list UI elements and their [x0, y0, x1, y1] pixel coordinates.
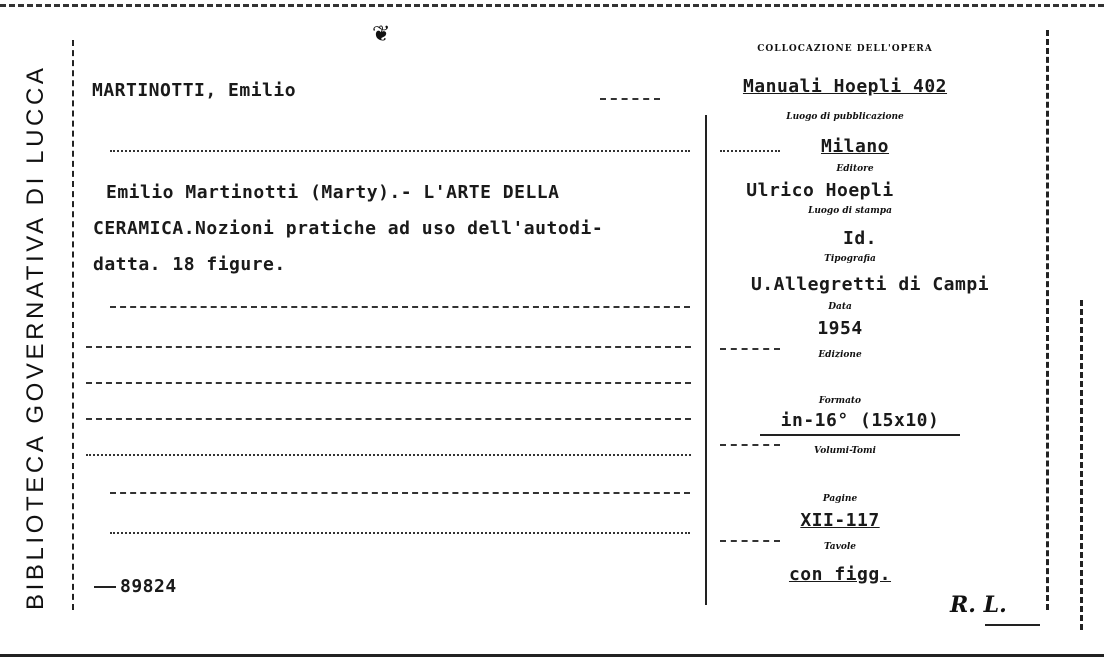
ruled-line: [86, 382, 691, 384]
collocazione-label: COLLOCAZIONE DELL'OPERA: [757, 44, 933, 54]
accession-number: 89824: [94, 576, 177, 597]
top-border: [0, 4, 1104, 7]
ruled-line: [110, 532, 690, 534]
bottom-border: [0, 654, 1104, 657]
librarian-initials: R. L.: [950, 592, 1007, 618]
far-right-edge: [1080, 300, 1083, 630]
description-line-2: CERAMICA.Nozioni pratiche ad uso dell'autodi-: [93, 218, 604, 239]
ruled-line: [86, 454, 691, 456]
description-line-3: datta. 18 figure.: [93, 254, 286, 275]
ruled-line: [110, 306, 690, 308]
library-name: BIBLIOTECA GOVERNATIVA DI LUCCA: [22, 64, 49, 610]
luogo-pubblicazione-value: Milano: [820, 136, 890, 157]
right-ruled-line: [720, 540, 780, 542]
pagine-value: XII-117: [800, 510, 880, 531]
data-label: Data: [828, 302, 852, 312]
description-line-1: Emilio Martinotti (Marty).- L'ARTE DELLA: [106, 182, 560, 203]
luogo-pubblicazione-label: Luogo di pubblicazione: [786, 112, 904, 122]
formato-value: in-16° (15x10): [780, 410, 940, 431]
tipografia-label: Tipografia: [824, 254, 876, 264]
edizione-label: Edizione: [818, 350, 862, 360]
edizione-line: [720, 348, 780, 350]
tavole-value: con figg.: [788, 564, 892, 585]
data-value: 1954: [817, 318, 863, 339]
right-column-line: [705, 115, 707, 605]
author-heading: MARTINOTTI, Emilio: [92, 80, 297, 101]
right-edge-line: [1046, 30, 1049, 610]
ruled-line: [110, 150, 690, 152]
formato-line: [760, 434, 960, 436]
right-ruled-line: [720, 150, 780, 152]
ruled-line: [110, 492, 690, 494]
volumi-line: [720, 444, 780, 446]
ruled-line: [86, 346, 691, 348]
editore-value: Ulrico Hoepli: [746, 180, 894, 201]
volumi-label: Volumi-Tomi: [814, 446, 876, 456]
luogo-stampa-label: Luogo di stampa: [808, 206, 892, 216]
formato-label: Formato: [818, 396, 862, 406]
pagine-label: Pagine: [822, 494, 858, 504]
collocazione-value: Manuali Hoepli 402: [742, 76, 948, 97]
ruled-line: [86, 418, 691, 420]
luogo-stampa-value: Id.: [842, 228, 877, 249]
initials-underline: [985, 624, 1040, 626]
editore-label: Editore: [836, 164, 874, 174]
tavole-label: Tavole: [823, 542, 857, 552]
punch-mark: ❦: [372, 22, 391, 47]
left-margin-line: [72, 40, 74, 610]
ruled-line: [600, 98, 660, 100]
tipografia-value: U.Allegretti di Campi: [750, 274, 990, 295]
